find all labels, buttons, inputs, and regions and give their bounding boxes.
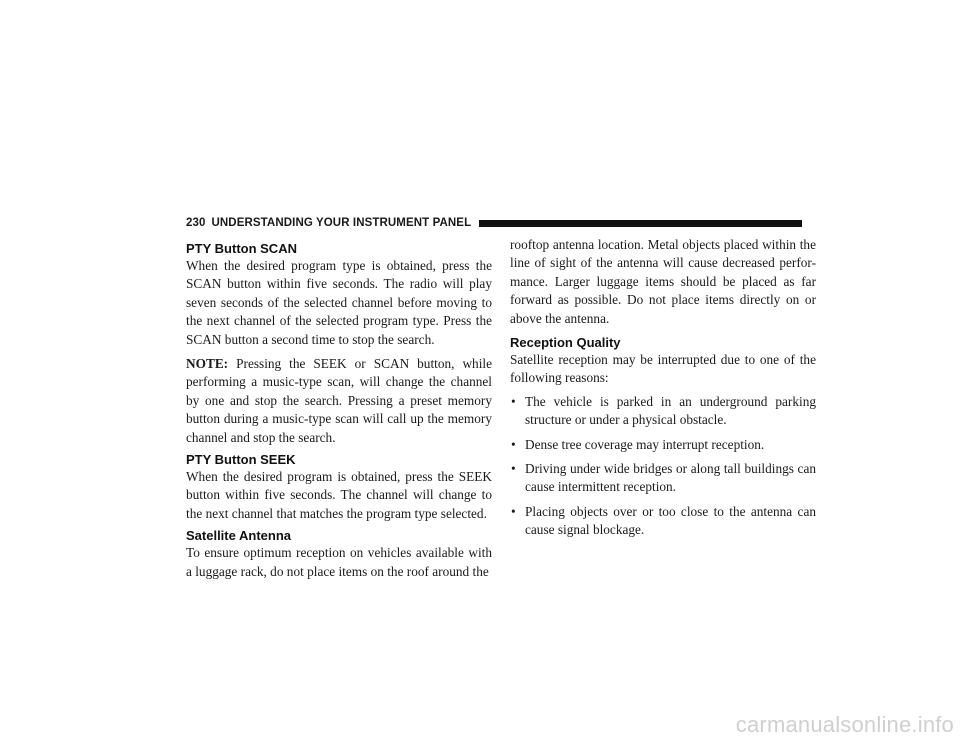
bullet-icon: • bbox=[511, 461, 516, 477]
paragraph-pty-seek: When the desired program is obtained, press the SEEK button within five seconds. The channel will change to the next channel that matches the program type selected. bbox=[186, 469, 492, 521]
page-header bbox=[186, 216, 802, 230]
list-item: • Driving under wide bridges or along tall buildings can cause intermittent reception. bbox=[511, 461, 816, 495]
note-body: Pressing the SEEK or SCAN button, while performing a music-type scan, will change the channel by one and stop the search. Pressing a preset memory button during a music-type scan will call up the memory channel and stop the search. bbox=[186, 356, 492, 445]
list-item: • The vehicle is parked in an underground parking structure or under a physical obstacle. bbox=[511, 393, 816, 428]
left-column bbox=[186, 236, 492, 581]
note-label: NOTE: bbox=[186, 356, 229, 372]
reasons-list bbox=[510, 393, 816, 540]
heading-satellite-antenna: Satellite Antenna bbox=[186, 528, 291, 544]
heading-pty-seek: PTY Button SEEK bbox=[186, 452, 296, 468]
list-item: • Dense tree coverage may interrupt reception. bbox=[510, 436, 816, 454]
header-rule bbox=[479, 220, 802, 227]
paragraph-satellite-antenna: To ensure optimum reception on vehicles available with a luggage rack, do not place items on the roof around the bbox=[186, 545, 492, 579]
right-column bbox=[510, 236, 816, 546]
watermark: carmanualsonline.info bbox=[735, 712, 954, 737]
section-title: UNDERSTANDING YOUR INSTRUMENT PANEL bbox=[211, 217, 472, 229]
bullet-icon: • bbox=[511, 436, 516, 452]
list-item: • Placing objects over or too close to the antenna can cause signal blockage. bbox=[511, 503, 816, 538]
heading-pty-scan: PTY Button SCAN bbox=[186, 241, 297, 256]
page-number: 230 bbox=[186, 217, 206, 229]
bullet-icon: • bbox=[511, 393, 516, 409]
paragraph-pty-scan: When the desired program type is obtained, press the SCAN button within five seconds. The radio will play seven seconds of the selected channel before moving to the next channel of the selected program type. Press the SCAN button a second time to stop the search. bbox=[186, 258, 492, 347]
bullet-icon: • bbox=[511, 503, 516, 519]
heading-reception-quality: Reception Quality bbox=[510, 335, 621, 351]
paragraph-antenna-continued: rooftop antenna location. Metal objects placed within the line of sight of the antenna will cause decreased perfor-mance. Larger luggage items should be placed as far forward as possible. Do not place items directly on or above the antenna. bbox=[510, 237, 816, 326]
note-paragraph bbox=[186, 355, 492, 447]
paragraph-reception-intro: Satellite reception may be interrupted due to one of the following reasons: bbox=[510, 352, 816, 386]
